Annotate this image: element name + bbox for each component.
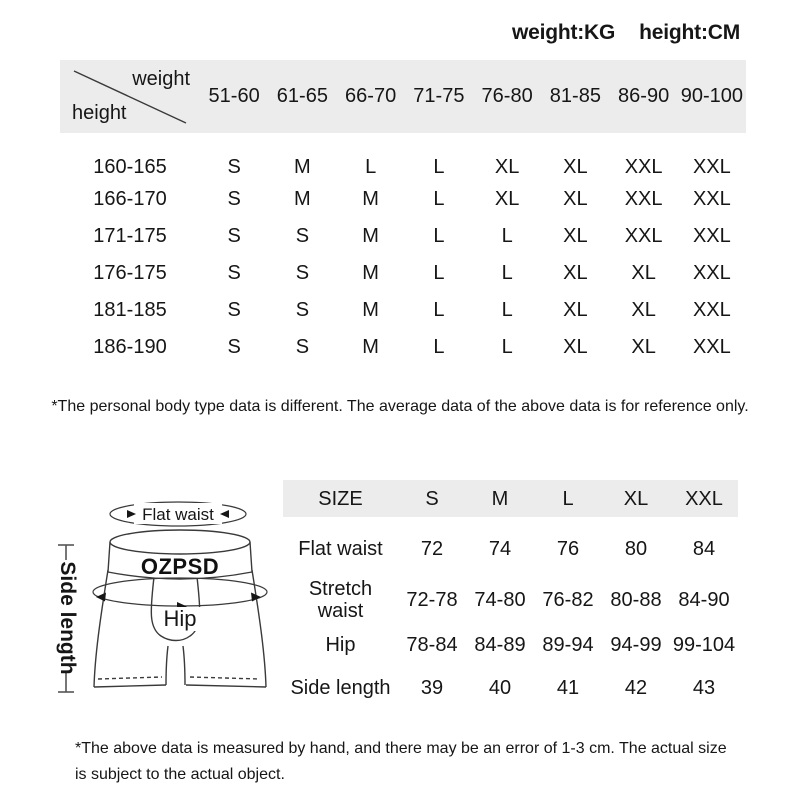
size-cell: XXL xyxy=(692,262,731,284)
height-range-cell: 160-165 xyxy=(93,155,167,178)
size-table-row xyxy=(60,255,746,292)
measurement-label: Side length xyxy=(290,677,391,699)
size-cell: XL xyxy=(631,299,656,321)
height-range-cell: 176-175 xyxy=(93,262,167,284)
size-cell: XL xyxy=(494,155,520,178)
waist-opening xyxy=(110,530,250,554)
measurement-value: 43 xyxy=(692,677,716,699)
measurement-value: 84-90 xyxy=(678,589,730,611)
reference-note: *The personal body type data is different. The average data of the above data is for reference only. xyxy=(51,398,749,415)
size-table-body xyxy=(60,133,746,366)
size-header-cell: XL xyxy=(623,487,649,510)
size-cell: S xyxy=(227,155,241,178)
right-inner-seam xyxy=(183,646,185,685)
size-cell: XL xyxy=(631,262,656,284)
flat-waist-label: Flat waist xyxy=(142,505,214,524)
brand-logo: OZPSD xyxy=(140,554,220,579)
right-hem xyxy=(186,685,266,687)
size-cell: XXL xyxy=(692,188,731,210)
units-caption xyxy=(512,21,740,45)
measurement-row xyxy=(283,575,738,625)
size-cell: XXL xyxy=(624,225,663,247)
measurement-row xyxy=(283,625,738,665)
hip-ellipse xyxy=(93,578,267,606)
size-table-row xyxy=(60,133,746,181)
size-header-cell: S xyxy=(425,487,439,510)
size-cell: S xyxy=(295,299,310,321)
size-header-cell: M xyxy=(491,487,509,510)
size-cell: S xyxy=(227,336,241,358)
size-table-row xyxy=(60,292,746,329)
height-range-cell: 186-190 xyxy=(93,336,167,358)
flat-waist-measure xyxy=(110,502,246,526)
weight-range-header: 86-90 xyxy=(618,85,670,107)
measurement-disclaimer: *The above data is measured by hand, and there may be an error of 1-3 cm. The actual size is subject to the actual object. xyxy=(75,740,727,783)
size-header-cell: XXL xyxy=(685,487,723,510)
height-range-cell: 171-175 xyxy=(93,225,167,247)
left-hem-stitch xyxy=(98,677,162,679)
size-cell: XXL xyxy=(692,155,731,178)
height-range-cell: 181-185 xyxy=(93,299,167,321)
measurements-head xyxy=(283,480,738,517)
measurement-value: 94-99 xyxy=(610,634,662,656)
size-cell: L xyxy=(501,225,513,247)
measurement-label: Flat waist xyxy=(298,538,383,560)
left-inner-seam xyxy=(166,646,168,685)
measurement-label: Hip xyxy=(325,634,356,656)
size-cell: S xyxy=(295,336,310,358)
size-cell: XL xyxy=(563,336,588,358)
size-cell: M xyxy=(362,225,379,247)
measurement-value: 74 xyxy=(488,538,512,560)
size-cell: L xyxy=(501,336,513,358)
measurement-value: 39 xyxy=(420,677,444,699)
measurements-header-row xyxy=(283,480,738,517)
height-range-cell: 166-170 xyxy=(93,188,167,210)
size-cell: L xyxy=(433,155,445,178)
size-table-head xyxy=(60,60,746,133)
size-cell: S xyxy=(295,262,310,284)
weight-range-header: 51-60 xyxy=(208,85,260,107)
size-table-row xyxy=(60,181,746,218)
measurement-row xyxy=(283,665,738,711)
right-hem-stitch xyxy=(190,677,260,679)
size-cell: M xyxy=(294,188,311,210)
size-cell: M xyxy=(362,336,379,358)
measurement-value: 40 xyxy=(488,677,512,699)
measurement-value: 80-88 xyxy=(610,589,662,611)
measurement-row xyxy=(283,517,738,575)
size-cell: XL xyxy=(563,299,588,321)
corner-cell xyxy=(60,60,200,133)
size-cell: S xyxy=(227,225,241,247)
measurements-table xyxy=(283,480,738,711)
size-cell: L xyxy=(433,225,445,247)
size-cell: XL xyxy=(563,188,588,210)
weight-range-header: 76-80 xyxy=(481,85,533,107)
size-table-row xyxy=(60,218,746,255)
size-cell: M xyxy=(362,299,379,321)
measurement-value: 84 xyxy=(692,538,716,560)
weight-range-header: 66-70 xyxy=(345,85,397,107)
weight-range-header: 71-75 xyxy=(413,85,465,107)
measurement-value: 76 xyxy=(556,538,580,560)
size-cell: L xyxy=(433,262,445,284)
left-hem xyxy=(94,685,166,687)
size-cell: XXL xyxy=(624,188,663,210)
size-cell: XL xyxy=(563,262,588,284)
measurement-value: 72 xyxy=(420,538,444,560)
corner-height-label: height xyxy=(72,102,127,124)
boxer-shorts-diagram xyxy=(30,470,290,720)
size-cell: XL xyxy=(494,188,520,210)
size-cell: L xyxy=(433,336,445,358)
size-cell: XXL xyxy=(624,155,663,178)
height-weight-size-table xyxy=(60,60,746,366)
measurement-value: 89-94 xyxy=(542,634,594,656)
measurement-value: 84-89 xyxy=(474,634,526,656)
measurement-value: 42 xyxy=(624,677,648,699)
size-cell: L xyxy=(433,299,445,321)
side-length-label: Side length xyxy=(56,561,79,675)
size-cell: XL xyxy=(563,225,588,247)
size-cell: M xyxy=(294,155,311,178)
size-cell: S xyxy=(227,262,241,284)
size-cell: L xyxy=(501,262,513,284)
size-table-header-row xyxy=(60,60,746,133)
hip-label: Hip xyxy=(163,606,197,631)
height-unit-label: height:CM xyxy=(639,21,740,44)
measurement-value: 76-82 xyxy=(542,589,594,611)
size-cell: XXL xyxy=(692,225,731,247)
measurement-value: 99-104 xyxy=(672,634,736,656)
corner-weight-label: weight xyxy=(132,68,190,90)
size-cell: XL xyxy=(631,336,656,358)
measurement-label: Stretch waist xyxy=(308,578,373,622)
size-cell: M xyxy=(362,262,379,284)
measurements-body xyxy=(283,517,738,711)
measurement-value: 74-80 xyxy=(474,589,526,611)
weight-range-header: 81-85 xyxy=(549,85,601,107)
arrow-left-icon xyxy=(96,593,106,602)
size-cell: L xyxy=(365,155,377,178)
size-cell: M xyxy=(362,188,379,210)
measurement-value: 41 xyxy=(556,677,580,699)
size-cell: S xyxy=(295,225,310,247)
size-header-cell: L xyxy=(562,487,574,510)
measurement-value: 80 xyxy=(624,538,648,560)
measurement-value: 78-84 xyxy=(406,634,458,656)
size-table-row xyxy=(60,329,746,366)
size-cell: S xyxy=(227,299,241,321)
hip-measure xyxy=(93,578,267,631)
weight-unit-label: weight:KG xyxy=(511,21,616,44)
size-cell: L xyxy=(501,299,513,321)
size-cell: XXL xyxy=(692,299,731,321)
weight-range-header: 90-100 xyxy=(680,85,744,107)
size-cell: XL xyxy=(563,155,588,178)
size-cell: XXL xyxy=(692,336,731,358)
size-header-cell: SIZE xyxy=(318,487,363,510)
weight-range-header: 61-65 xyxy=(276,85,328,107)
measurement-value: 72-78 xyxy=(406,589,458,611)
size-cell: L xyxy=(433,188,445,210)
size-cell: S xyxy=(227,188,241,210)
